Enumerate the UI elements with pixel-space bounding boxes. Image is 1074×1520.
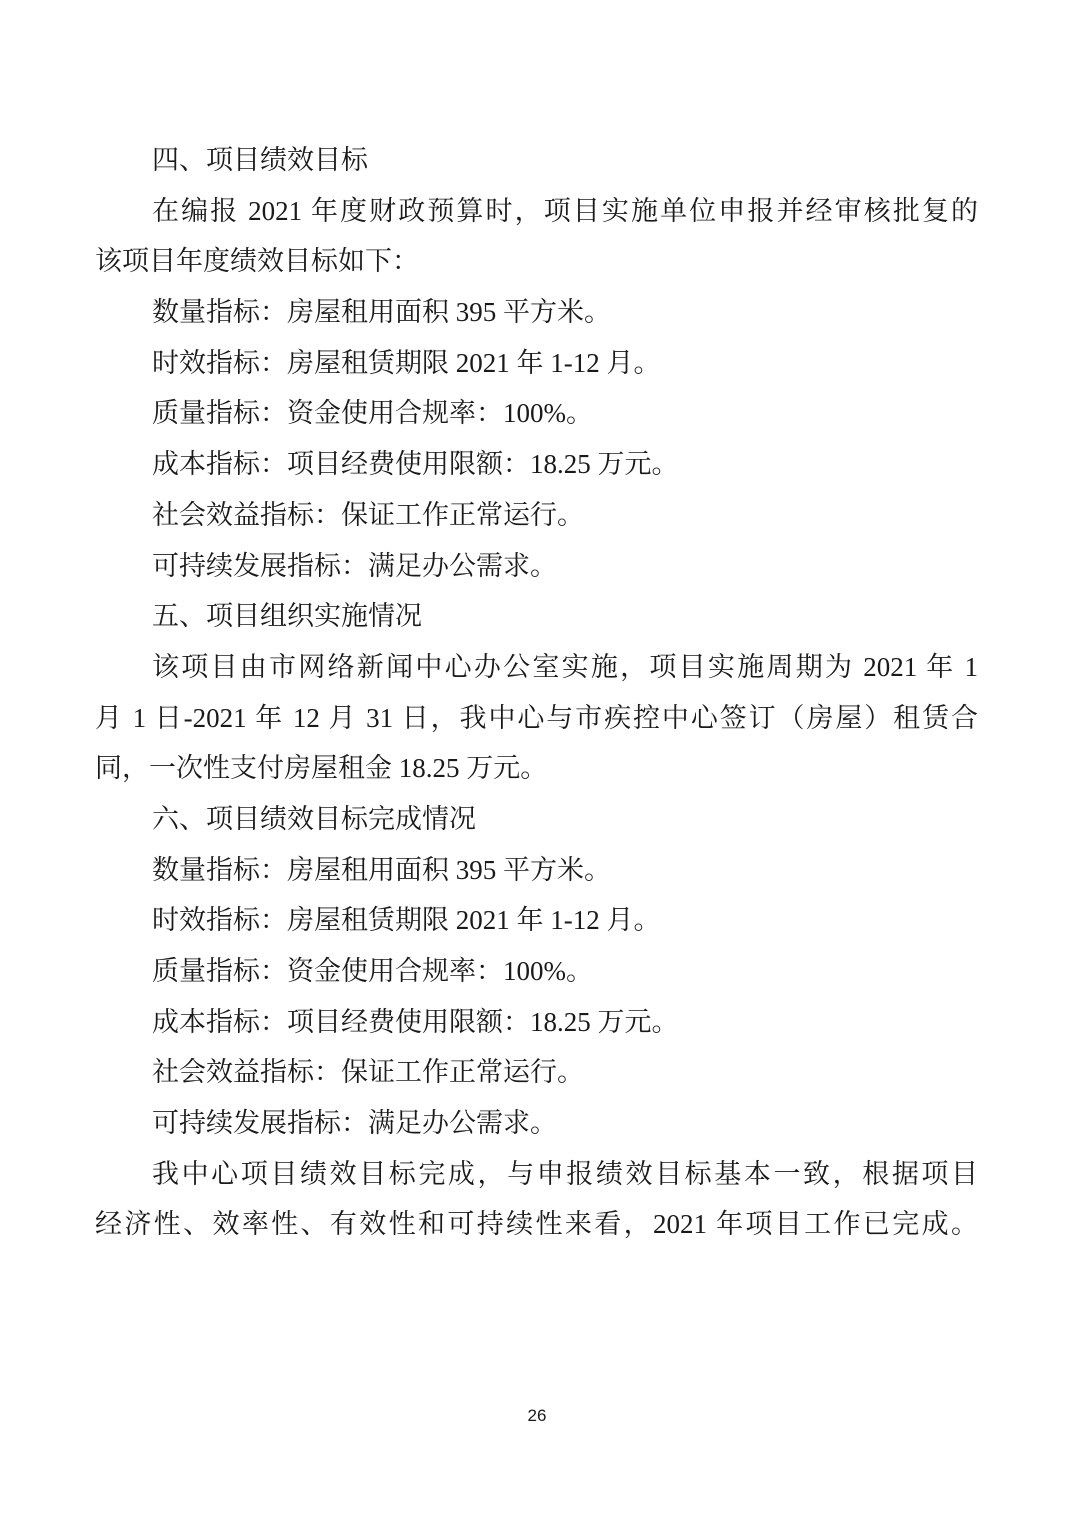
indicator-line: 社会效益指标：保证工作正常运行。 <box>152 1057 584 1088</box>
indicator-line: 时效指标：房屋租赁期限 2021 年 1-12 月。 <box>152 347 661 378</box>
section-5-heading: 五、项目组织实施情况 <box>152 601 422 632</box>
indicator-line: 数量指标：房屋租用面积 395 平方米。 <box>152 297 611 328</box>
document-body <box>95 135 978 1250</box>
page-footer <box>0 1406 1074 1426</box>
indicator-line: 数量指标：房屋租用面积 395 平方米。 <box>152 854 611 885</box>
paragraph-line: 该项目年度绩效目标如下： <box>95 246 419 277</box>
paragraph-line: 月 1 日-2021 年 12 月 31 日，我中心与市疾控中心签订（房屋）租赁合 <box>95 702 978 733</box>
paragraph-line: 我中心项目绩效目标完成，与申报绩效目标基本一致，根据项目 <box>152 1158 978 1189</box>
indicator-line: 时效指标：房屋租赁期限 2021 年 1-12 月。 <box>152 905 661 936</box>
section-6-heading: 六、项目绩效目标完成情况 <box>152 803 476 834</box>
indicator-line: 质量指标：资金使用合规率：100%。 <box>152 398 593 429</box>
page-number: 26 <box>527 1406 547 1425</box>
indicator-line: 质量指标：资金使用合规率：100%。 <box>152 956 593 986</box>
paragraph-line: 经济性、效率性、有效性和可持续性来看，2021 年项目工作已完成。 <box>95 1209 978 1240</box>
paragraph-line: 同，一次性支付房屋租金 18.25 万元。 <box>95 753 548 784</box>
indicator-line: 可持续发展指标：满足办公需求。 <box>152 550 557 581</box>
indicator-line: 成本指标：项目经费使用限额：18.25 万元。 <box>152 449 679 480</box>
indicator-line: 可持续发展指标：满足办公需求。 <box>152 1108 557 1139</box>
section-4-heading: 四、项目绩效目标 <box>152 145 368 175</box>
paragraph-line: 该项目由市网络新闻中心办公室实施，项目实施周期为 2021 年 1 <box>152 651 978 682</box>
indicator-line: 社会效益指标：保证工作正常运行。 <box>152 499 584 530</box>
indicator-line: 成本指标：项目经费使用限额：18.25 万元。 <box>152 1006 679 1037</box>
paragraph-line: 在编报 2021 年度财政预算时，项目实施单位申报并经审核批复的 <box>152 195 978 226</box>
